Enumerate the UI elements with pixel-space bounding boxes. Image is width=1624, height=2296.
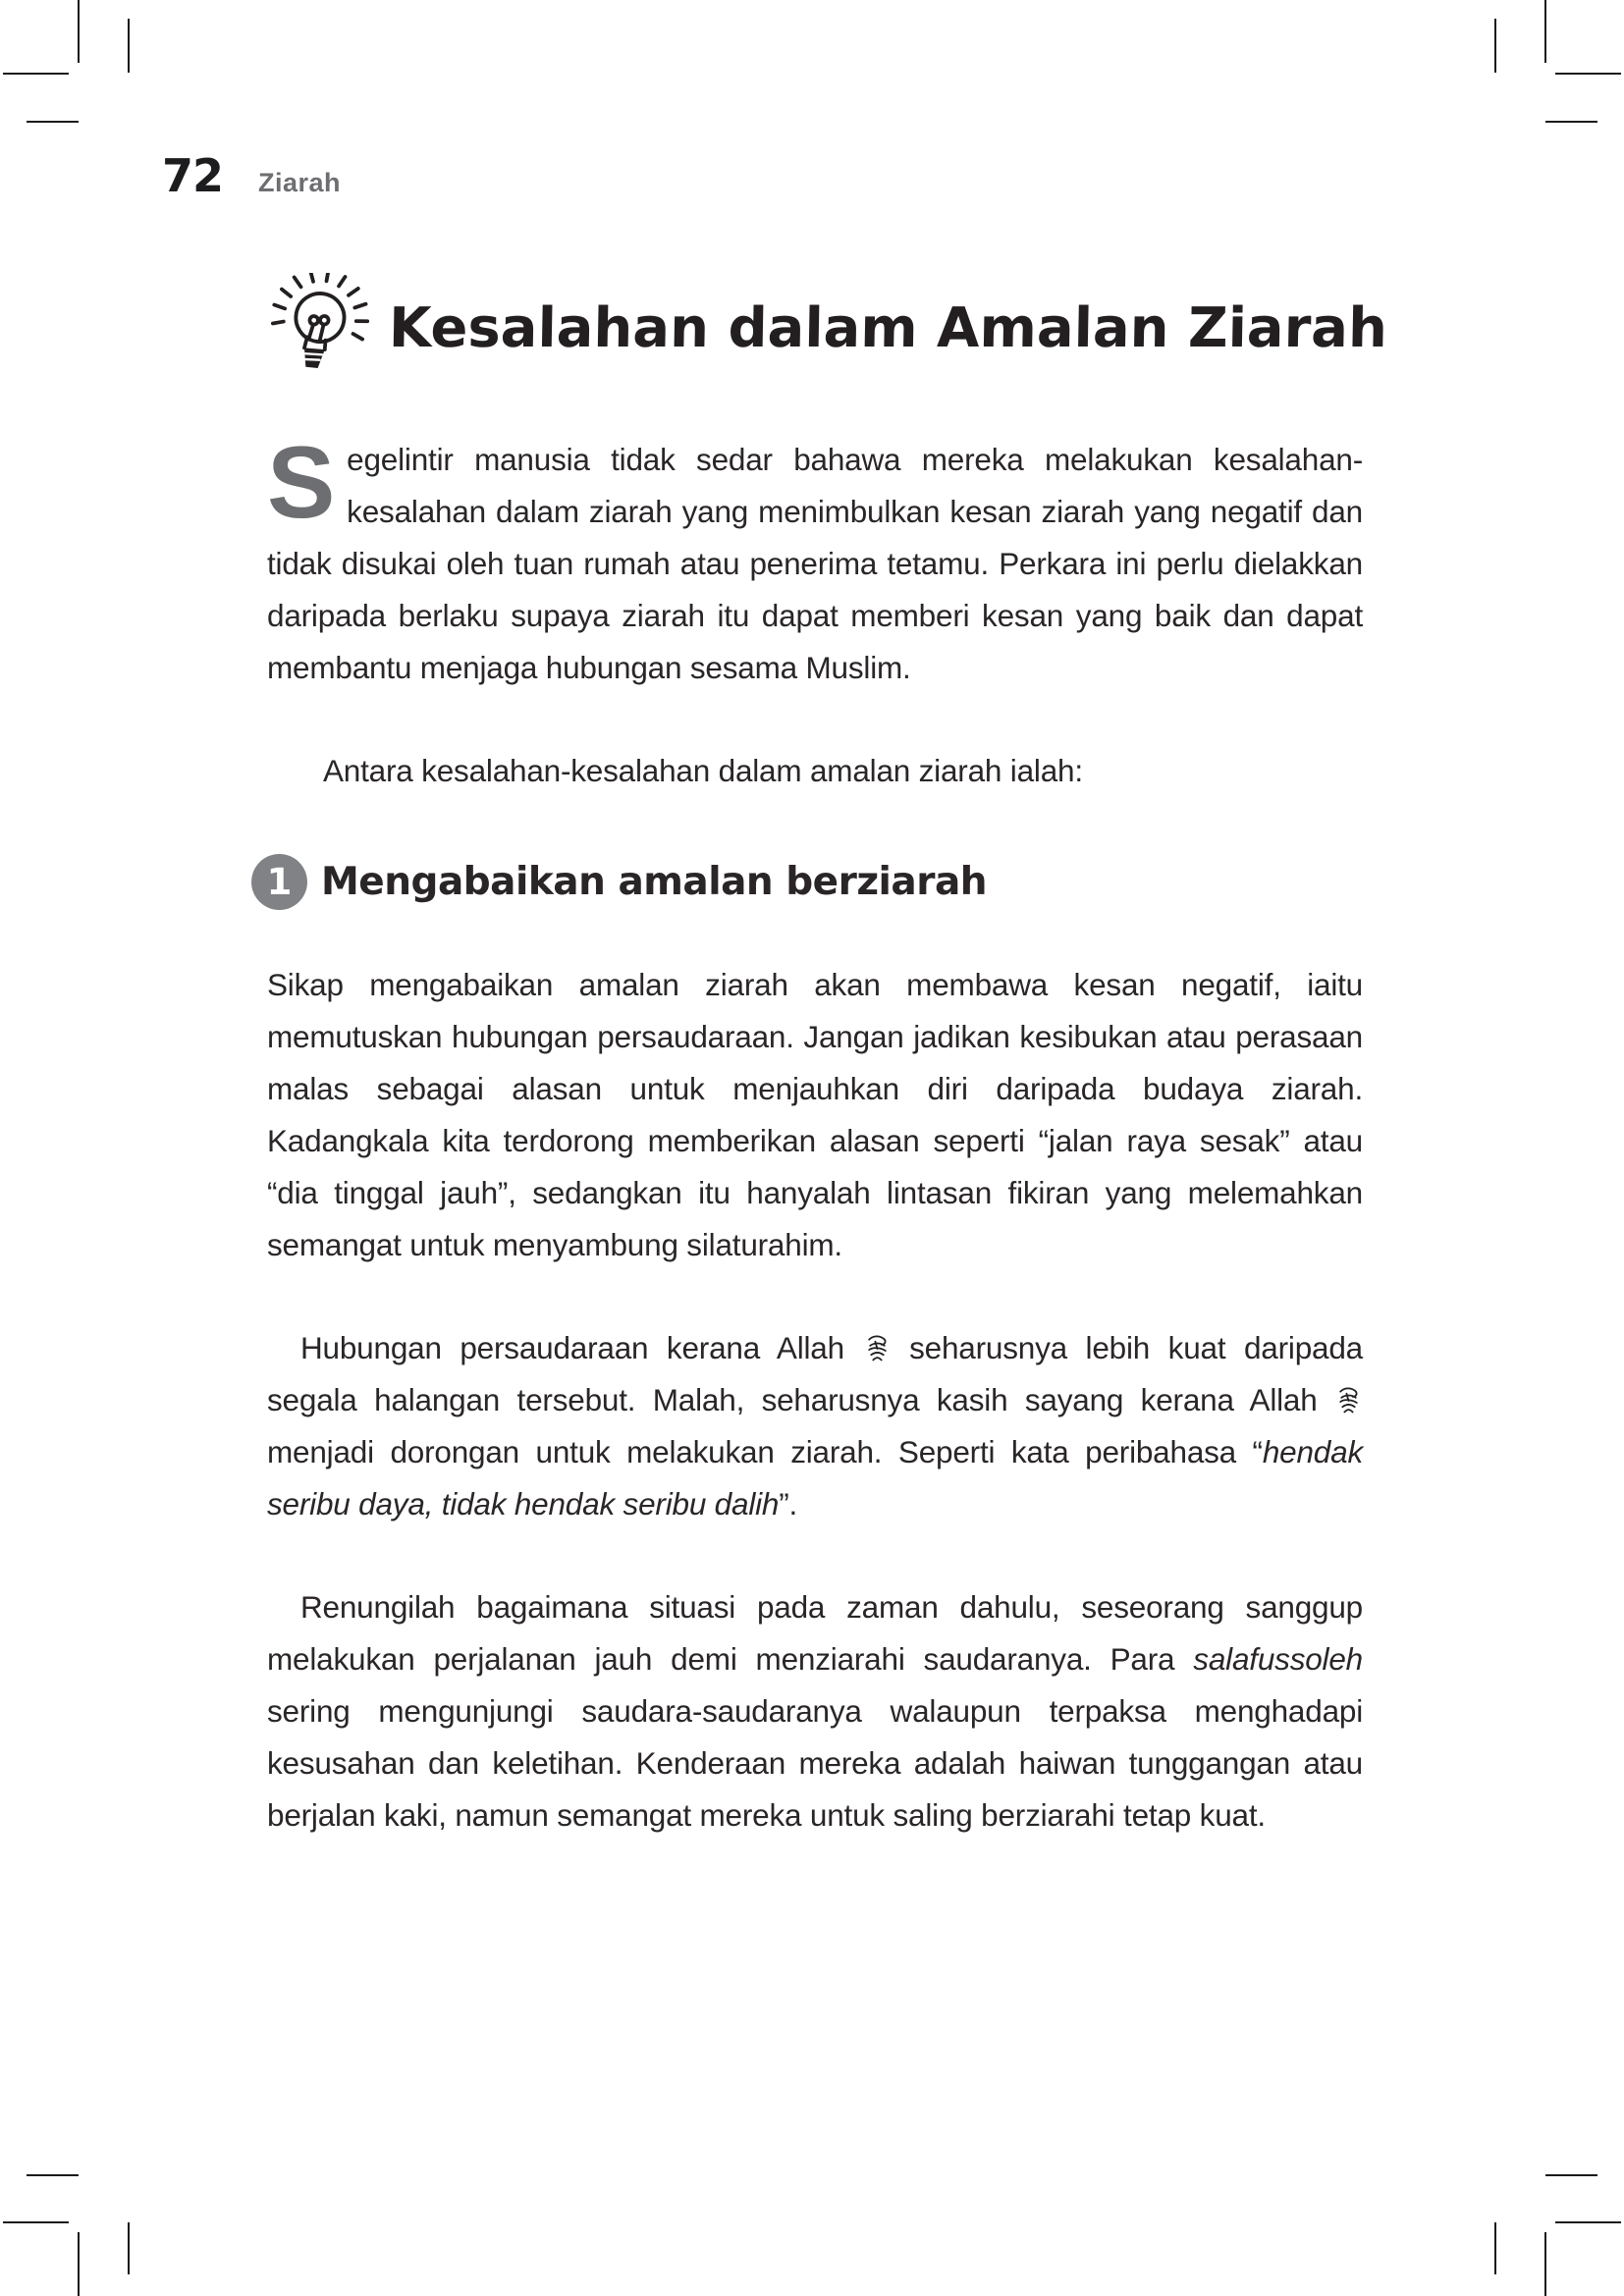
allah-calligraphy-icon (1336, 1385, 1361, 1416)
lightbulb-icon (267, 273, 369, 383)
crop-mark (128, 19, 130, 73)
intro-paragraph (267, 426, 1363, 694)
crop-mark (1545, 121, 1597, 123)
crop-mark (78, 0, 80, 63)
crop-mark (1545, 2174, 1597, 2176)
crop-mark (1544, 0, 1546, 63)
crop-mark (1494, 2222, 1496, 2274)
section-heading (251, 854, 1363, 910)
crop-mark (1494, 19, 1496, 73)
crop-mark (1544, 2232, 1546, 2296)
lead-in-line: Antara kesalahan-kesalahan dalam amalan ziarah ialah: (323, 753, 1083, 788)
allah-calligraphy-icon (865, 1333, 890, 1364)
section-number-badge: 1 (251, 854, 307, 910)
crop-mark (27, 121, 79, 123)
section-paragraph-3: Renungilah bagaimana situasi pada zaman dahulu, seseorang sanggup melakukan perjalanan jauh demi menziarahi saudaranya. Para salafussoleh sering mengunjungi saudara-saudaranya walaupun terpaksa menghadapi kesusahan dan keletihan. Kenderaan mereka adalah haiwan tunggangan atau berjalan kaki, namun semangat mereka untuk saling berziarahi tetap kuat. (267, 1589, 1363, 1833)
crop-mark (27, 2174, 79, 2176)
page-header (162, 149, 341, 202)
page-number: 72 (162, 149, 224, 202)
content-column (266, 273, 1388, 1893)
running-head: Ziarah (258, 168, 342, 197)
crop-mark (1555, 2221, 1621, 2223)
dropcap: S (267, 426, 336, 540)
crop-mark (1555, 73, 1621, 75)
chapter-title: Kesalahan dalam Amalan Ziarah (388, 295, 1388, 360)
crop-mark (3, 2221, 69, 2223)
section-paragraph-2: Hubungan persaudaraan kerana Allah seharusnya lebih kuat daripada segala halangan tersebut. Malah, seharusnya kasih sayang kerana Allah menjadi dorongan untuk melakukan ziarah. Seperti kata peribahasa “hendak seribu daya, tidak hendak seribu dalih”. (267, 1330, 1363, 1522)
crop-mark (3, 73, 69, 75)
chapter-title-row (267, 273, 1388, 383)
crop-mark (128, 2222, 130, 2274)
section-heading-text: Mengabaikan amalan berziarah (321, 860, 988, 904)
intro-text: egelintir manusia tidak sedar bahawa mereka melakukan kesalahan-kesalahan dalam ziarah yang menimbulkan kesan ziarah yang negatif dan tidak disukai oleh tuan rumah atau penerima tetamu. Perkara ini perlu dielakkan daripada berlaku supaya ziarah itu dapat memberi kesan yang baik dan dapat membantu menjaga hubungan sesama Muslim. (267, 442, 1363, 685)
crop-mark (78, 2232, 80, 2296)
section-paragraph-1: Sikap mengabaikan amalan ziarah akan membawa kesan negatif, iaitu memutuskan hubungan persaudaraan. Jangan jadikan kesibukan atau perasaan malas sebagai alasan untuk menjauhkan diri daripada budaya ziarah. Kadangkala kita terdorong memberikan alasan seperti “jalan raya sesak” atau “dia tinggal jauh”, sedangkan itu hanyalah lintasan fikiran yang melemahkan semangat untuk menyambung silaturahim. (267, 967, 1363, 1262)
